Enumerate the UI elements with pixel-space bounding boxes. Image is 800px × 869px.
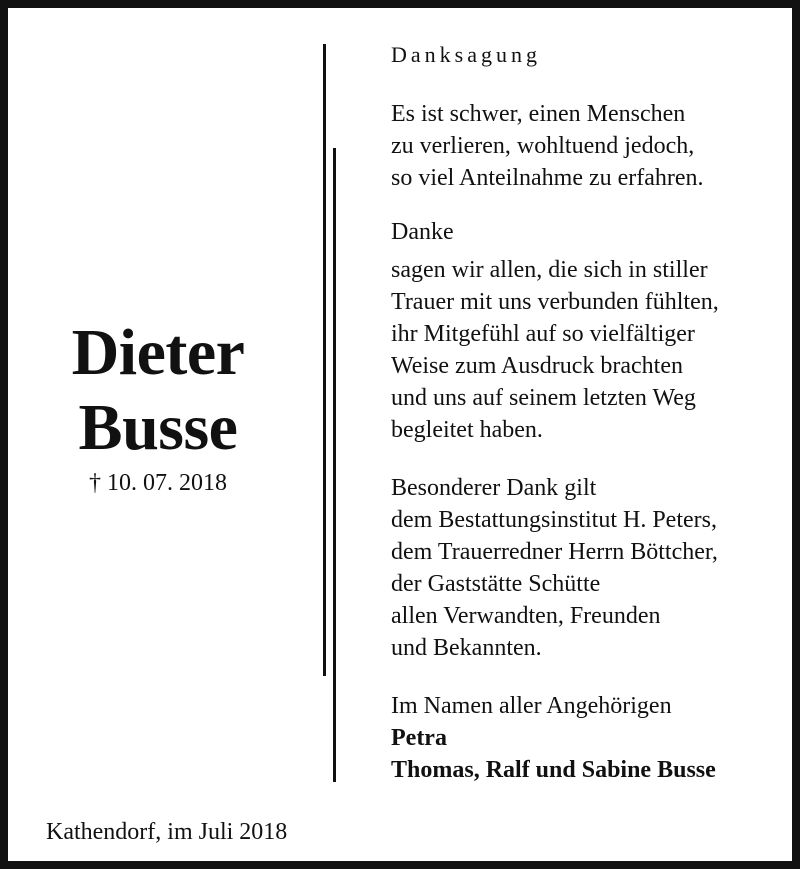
text-line: Es ist schwer, einen Menschen (391, 101, 686, 127)
text-line: sagen wir allen, die sich in stiller (391, 257, 708, 283)
special-thanks-paragraph (391, 472, 791, 664)
signature-names: Thomas, Ralf und Sabine Busse (391, 757, 716, 783)
text-line: und uns auf seinem letzten Weg (391, 385, 696, 411)
text-line: allen Verwandten, Freunden (391, 603, 661, 629)
text-line: ihr Mitgefühl auf so vielfältiger (391, 321, 695, 347)
signature-name: Petra (391, 725, 447, 751)
signature-intro: Im Namen aller Angehörigen (391, 693, 672, 719)
death-date: † 10. 07. 2018 (89, 470, 227, 496)
thanks-text (391, 40, 791, 786)
last-name: Busse (78, 391, 238, 464)
text-line: dem Trauerredner Herrn Böttcher, (391, 539, 718, 565)
danke-text: Danke (391, 219, 454, 245)
text-line: der Gaststätte Schütte (391, 571, 601, 597)
intro-paragraph (391, 98, 791, 194)
thanks-paragraph (391, 254, 791, 446)
first-name: Dieter (71, 316, 245, 389)
heading: Danksagung (391, 42, 541, 67)
divider-line-right (333, 148, 336, 782)
text-line: Besonderer Dank gilt (391, 475, 597, 501)
text-line: dem Bestattungsinstitut H. Peters, (391, 507, 717, 533)
text-line: und Bekannten. (391, 635, 542, 661)
danke-line (391, 216, 791, 248)
deceased-name (58, 315, 258, 465)
signature-block (391, 690, 791, 786)
text-line: so viel Anteilnahme zu erfahren. (391, 165, 704, 191)
place-and-date: Kathendorf, im Juli 2018 (46, 819, 288, 845)
divider-line-left (323, 44, 326, 676)
text-line: begleitet haben. (391, 417, 543, 443)
text-line: zu verlieren, wohltuend jedoch, (391, 133, 695, 159)
text-line: Trauer mit uns verbunden fühlten, (391, 289, 719, 315)
text-line: Weise zum Ausdruck brachten (391, 353, 683, 379)
